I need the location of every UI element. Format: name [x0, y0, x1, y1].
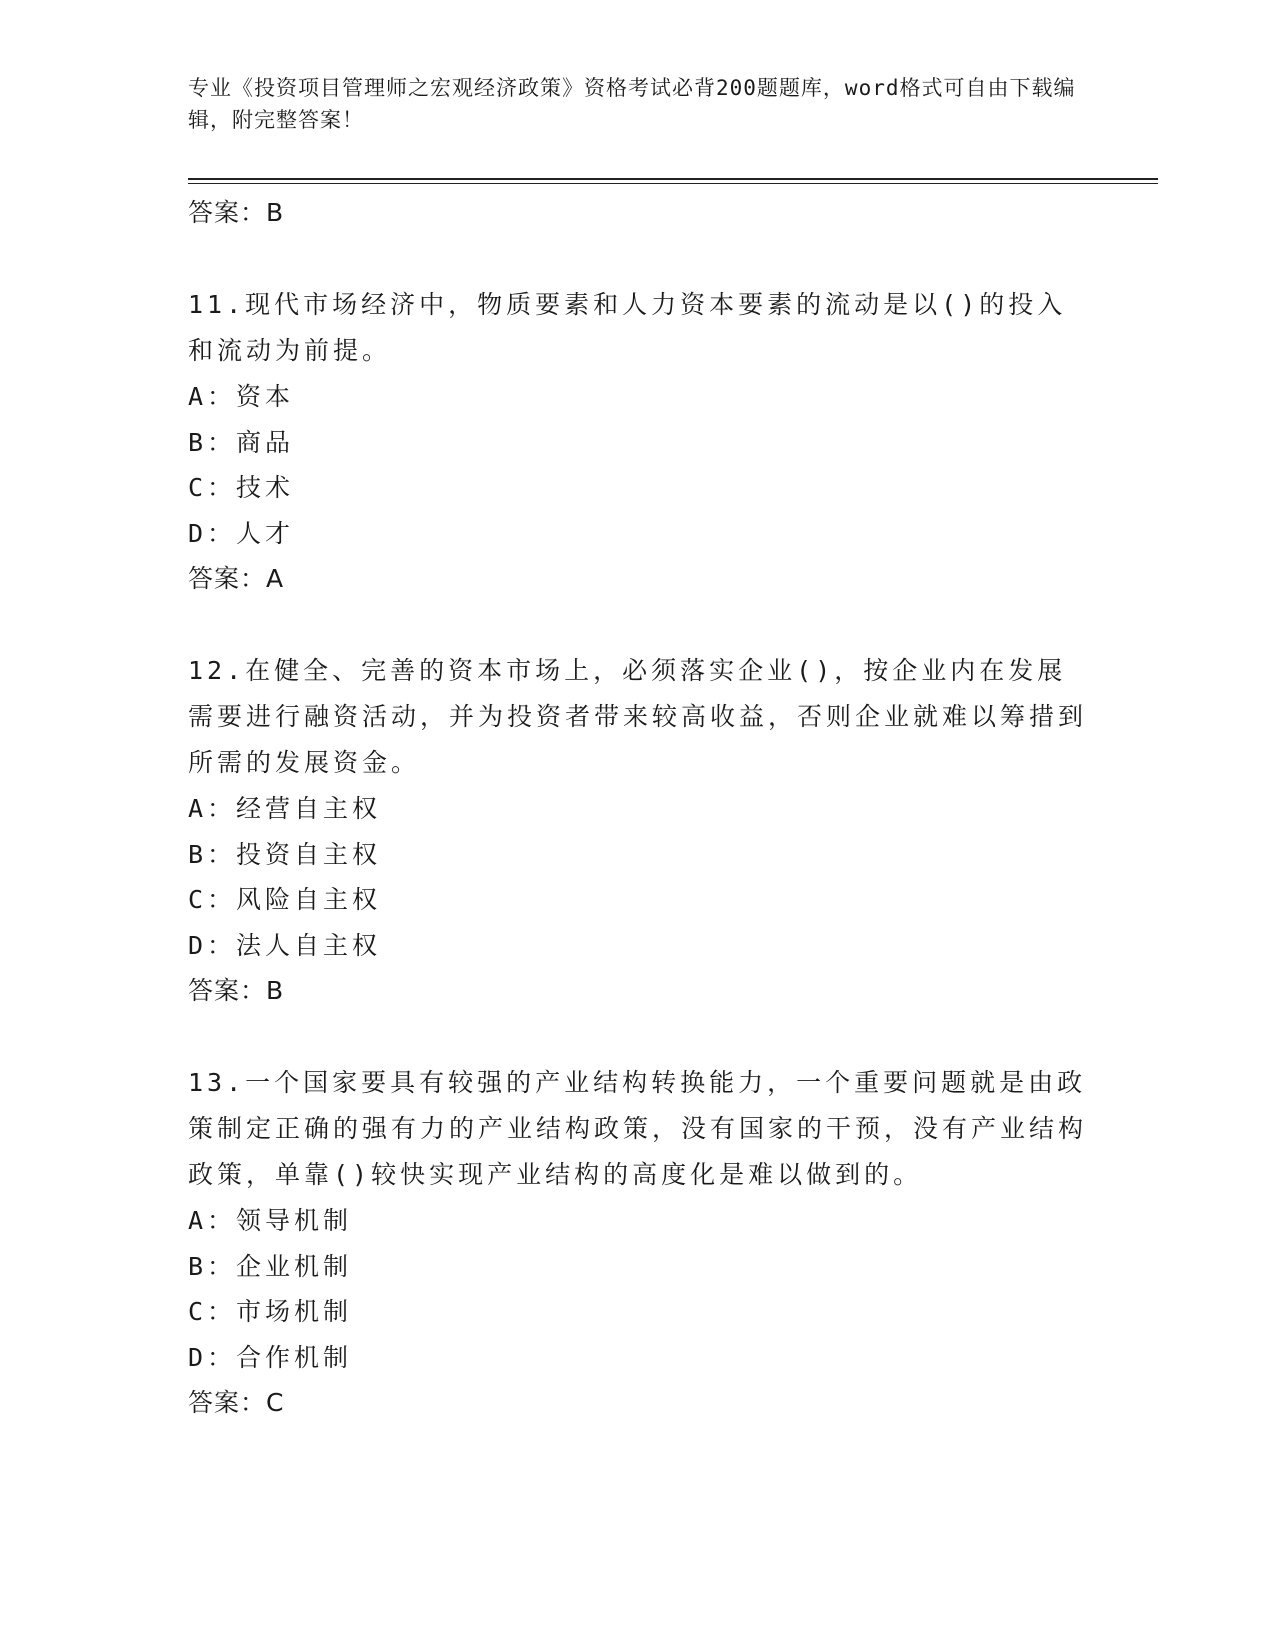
header-divider-thin [188, 183, 1158, 184]
answer-line: 答案：B [188, 198, 285, 227]
answer-line: 答案：A [188, 564, 285, 593]
option-b: B：企业机制 [188, 1251, 353, 1281]
option-c: C：技术 [188, 473, 295, 502]
question-list [188, 190, 1088, 1426]
option-d: D：人才 [188, 518, 295, 548]
option-b: B：商品 [188, 427, 295, 457]
option-c: C：市场机制 [188, 1297, 353, 1326]
document-header: 专业《投资项目管理师之宏观经济政策》资格考试必背200题题库，word格式可自由下载编辑，附完整答案！ [188, 76, 1076, 132]
answer-line: 答案：C [188, 1388, 285, 1417]
option-a: A：资本 [188, 382, 295, 411]
header-divider [188, 178, 1158, 180]
question-text: 11.现代市场经济中，物质要素和人力资本要素的流动是以()的投入和流动为前提。 [188, 290, 1067, 365]
question-11 [188, 282, 1088, 602]
option-a: A：领导机制 [188, 1206, 353, 1235]
question-text: 12.在健全、完善的资本市场上，必须落实企业()，按企业内在发展需要进行融资活动，并为投资者带来较高收益，否则企业就难以筹措到所需的发展资金。 [188, 656, 1088, 777]
option-c: C：风险自主权 [188, 885, 382, 914]
option-b: B：投资自主权 [188, 839, 382, 869]
answer-line: 答案：B [188, 976, 285, 1005]
question-text: 13.一个国家要具有较强的产业结构转换能力，一个重要问题就是由政策制定正确的强有力的产业结构政策，没有国家的干预，没有产业结构政策，单靠()较快实现产业结构的高度化是难以做到的。 [188, 1068, 1088, 1189]
question-13 [188, 1060, 1088, 1426]
option-d: D：合作机制 [188, 1342, 353, 1372]
question-12 [188, 648, 1088, 1014]
option-a: A：经营自主权 [188, 794, 382, 823]
option-d: D：法人自主权 [188, 930, 382, 960]
